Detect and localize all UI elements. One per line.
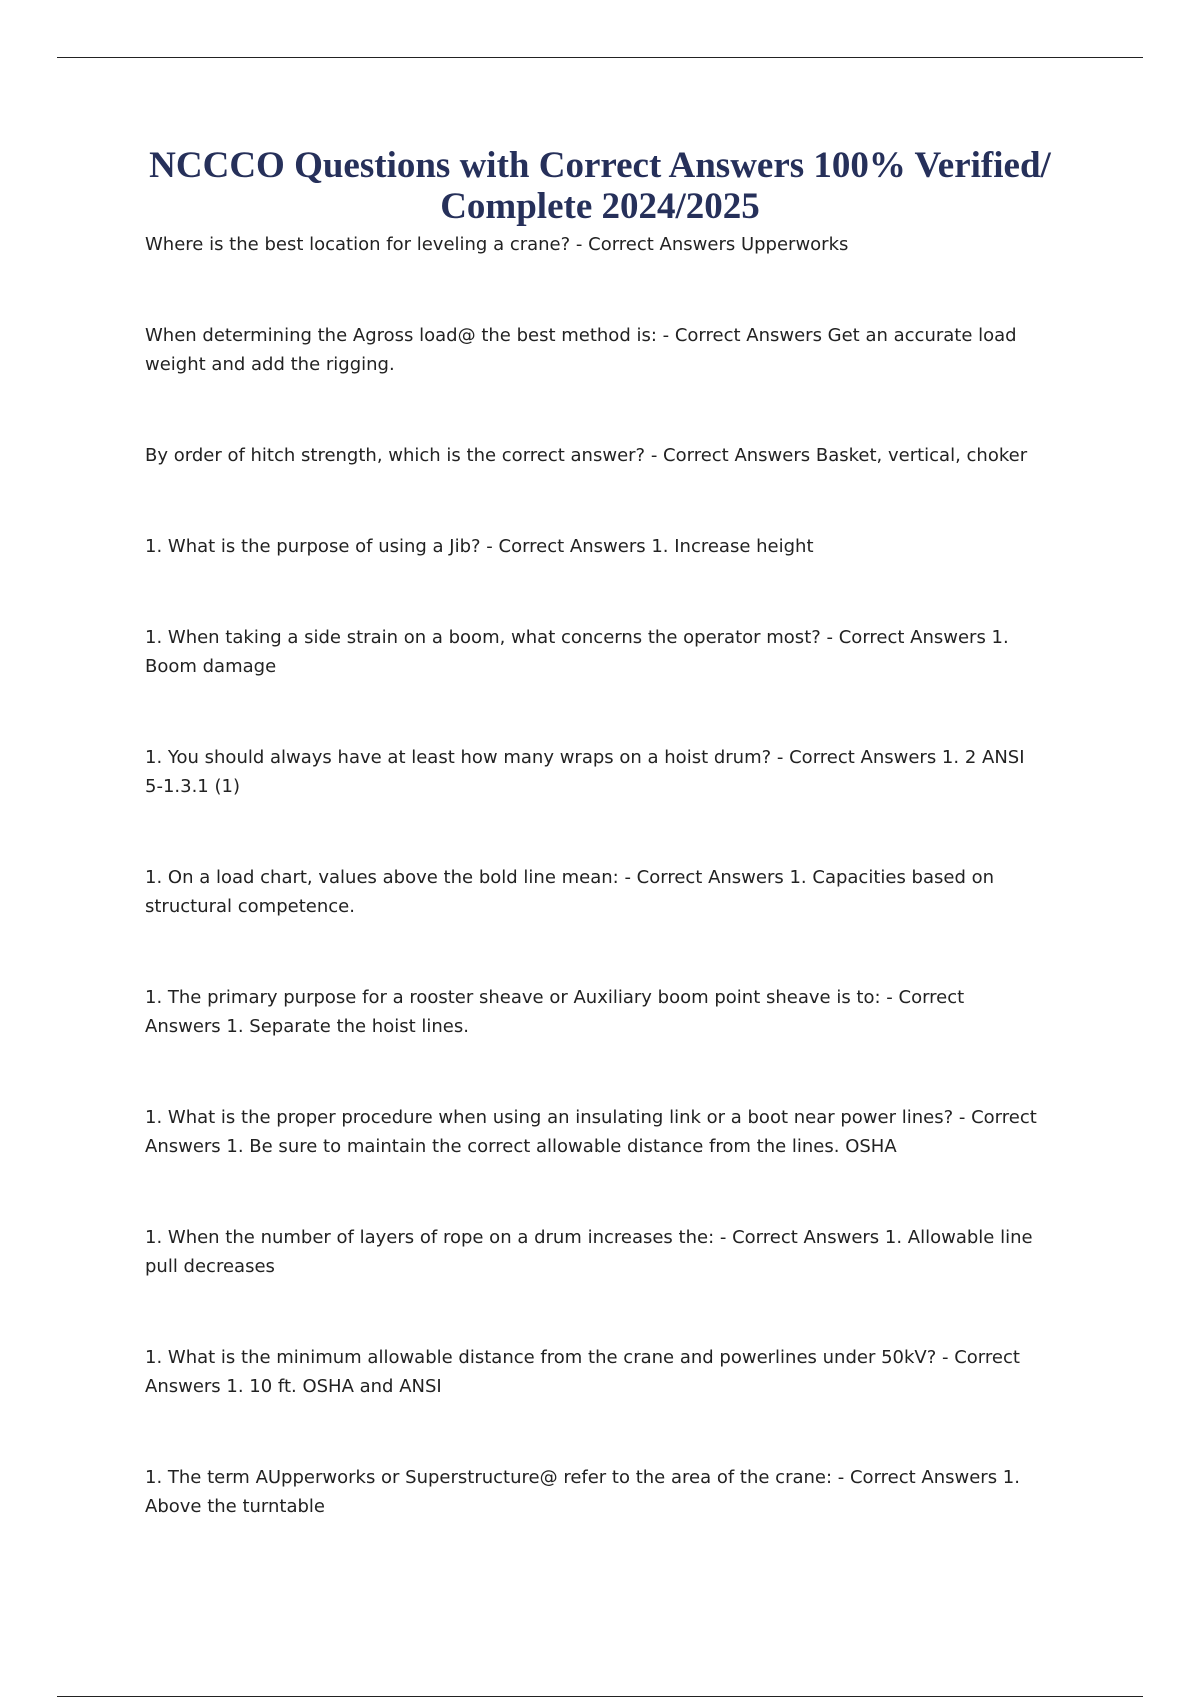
qa-item: 1. When taking a side strain on a boom, what concerns the operator most? - Correct Answers 1. Boom damage xyxy=(145,627,1009,677)
qa-item: 1. What is the proper procedure when using an insulating link or a boot near power lines? - Correct Answers 1. Be sure to maintain the correct allowable distance from the lines. OSHA xyxy=(145,1107,1037,1157)
qa-item: 1. The primary purpose for a rooster sheave or Auxiliary boom point sheave is to: - Correct Answers 1. Separate the hoist lines. xyxy=(145,987,965,1037)
qa-item: 1. You should always have at least how many wraps on a hoist drum? - Correct Answers 1. 2 ANSI 5-1.3.1 (1) xyxy=(145,747,1025,797)
qa-item: 1. On a load chart, values above the bold line mean: - Correct Answers 1. Capacities based on structural competence. xyxy=(145,867,995,917)
qa-item: 1. The term AUpperworks or Superstructure@ refer to the area of the crane: - Correct Answers 1. Above the turntable xyxy=(145,1467,1020,1517)
qa-item: 1. What is the purpose of using a Jib? - Correct Answers 1. Increase height xyxy=(145,536,814,557)
top-rule xyxy=(57,57,1143,58)
qa-item: 1. When the number of layers of rope on a drum increases the: - Correct Answers 1. Allowable line pull decreases xyxy=(145,1227,1033,1277)
qa-item: Where is the best location for leveling a crane? - Correct Answers Upperworks xyxy=(145,234,849,255)
qa-item: By order of hitch strength, which is the correct answer? - Correct Answers Basket, vertical, choker xyxy=(145,445,1028,466)
document-title: NCCCO Questions with Correct Answers 100% Verified/ Complete 2024/2025 xyxy=(149,145,1051,227)
bottom-rule xyxy=(57,1696,1143,1697)
qa-item: 1. What is the minimum allowable distance from the crane and powerlines under 50kV? - Correct Answers 1. 10 ft. OSHA and ANSI xyxy=(145,1347,1020,1397)
qa-item: When determining the Agross load@ the best method is: - Correct Answers Get an accurate load weight and add the rigging. xyxy=(145,325,1017,375)
